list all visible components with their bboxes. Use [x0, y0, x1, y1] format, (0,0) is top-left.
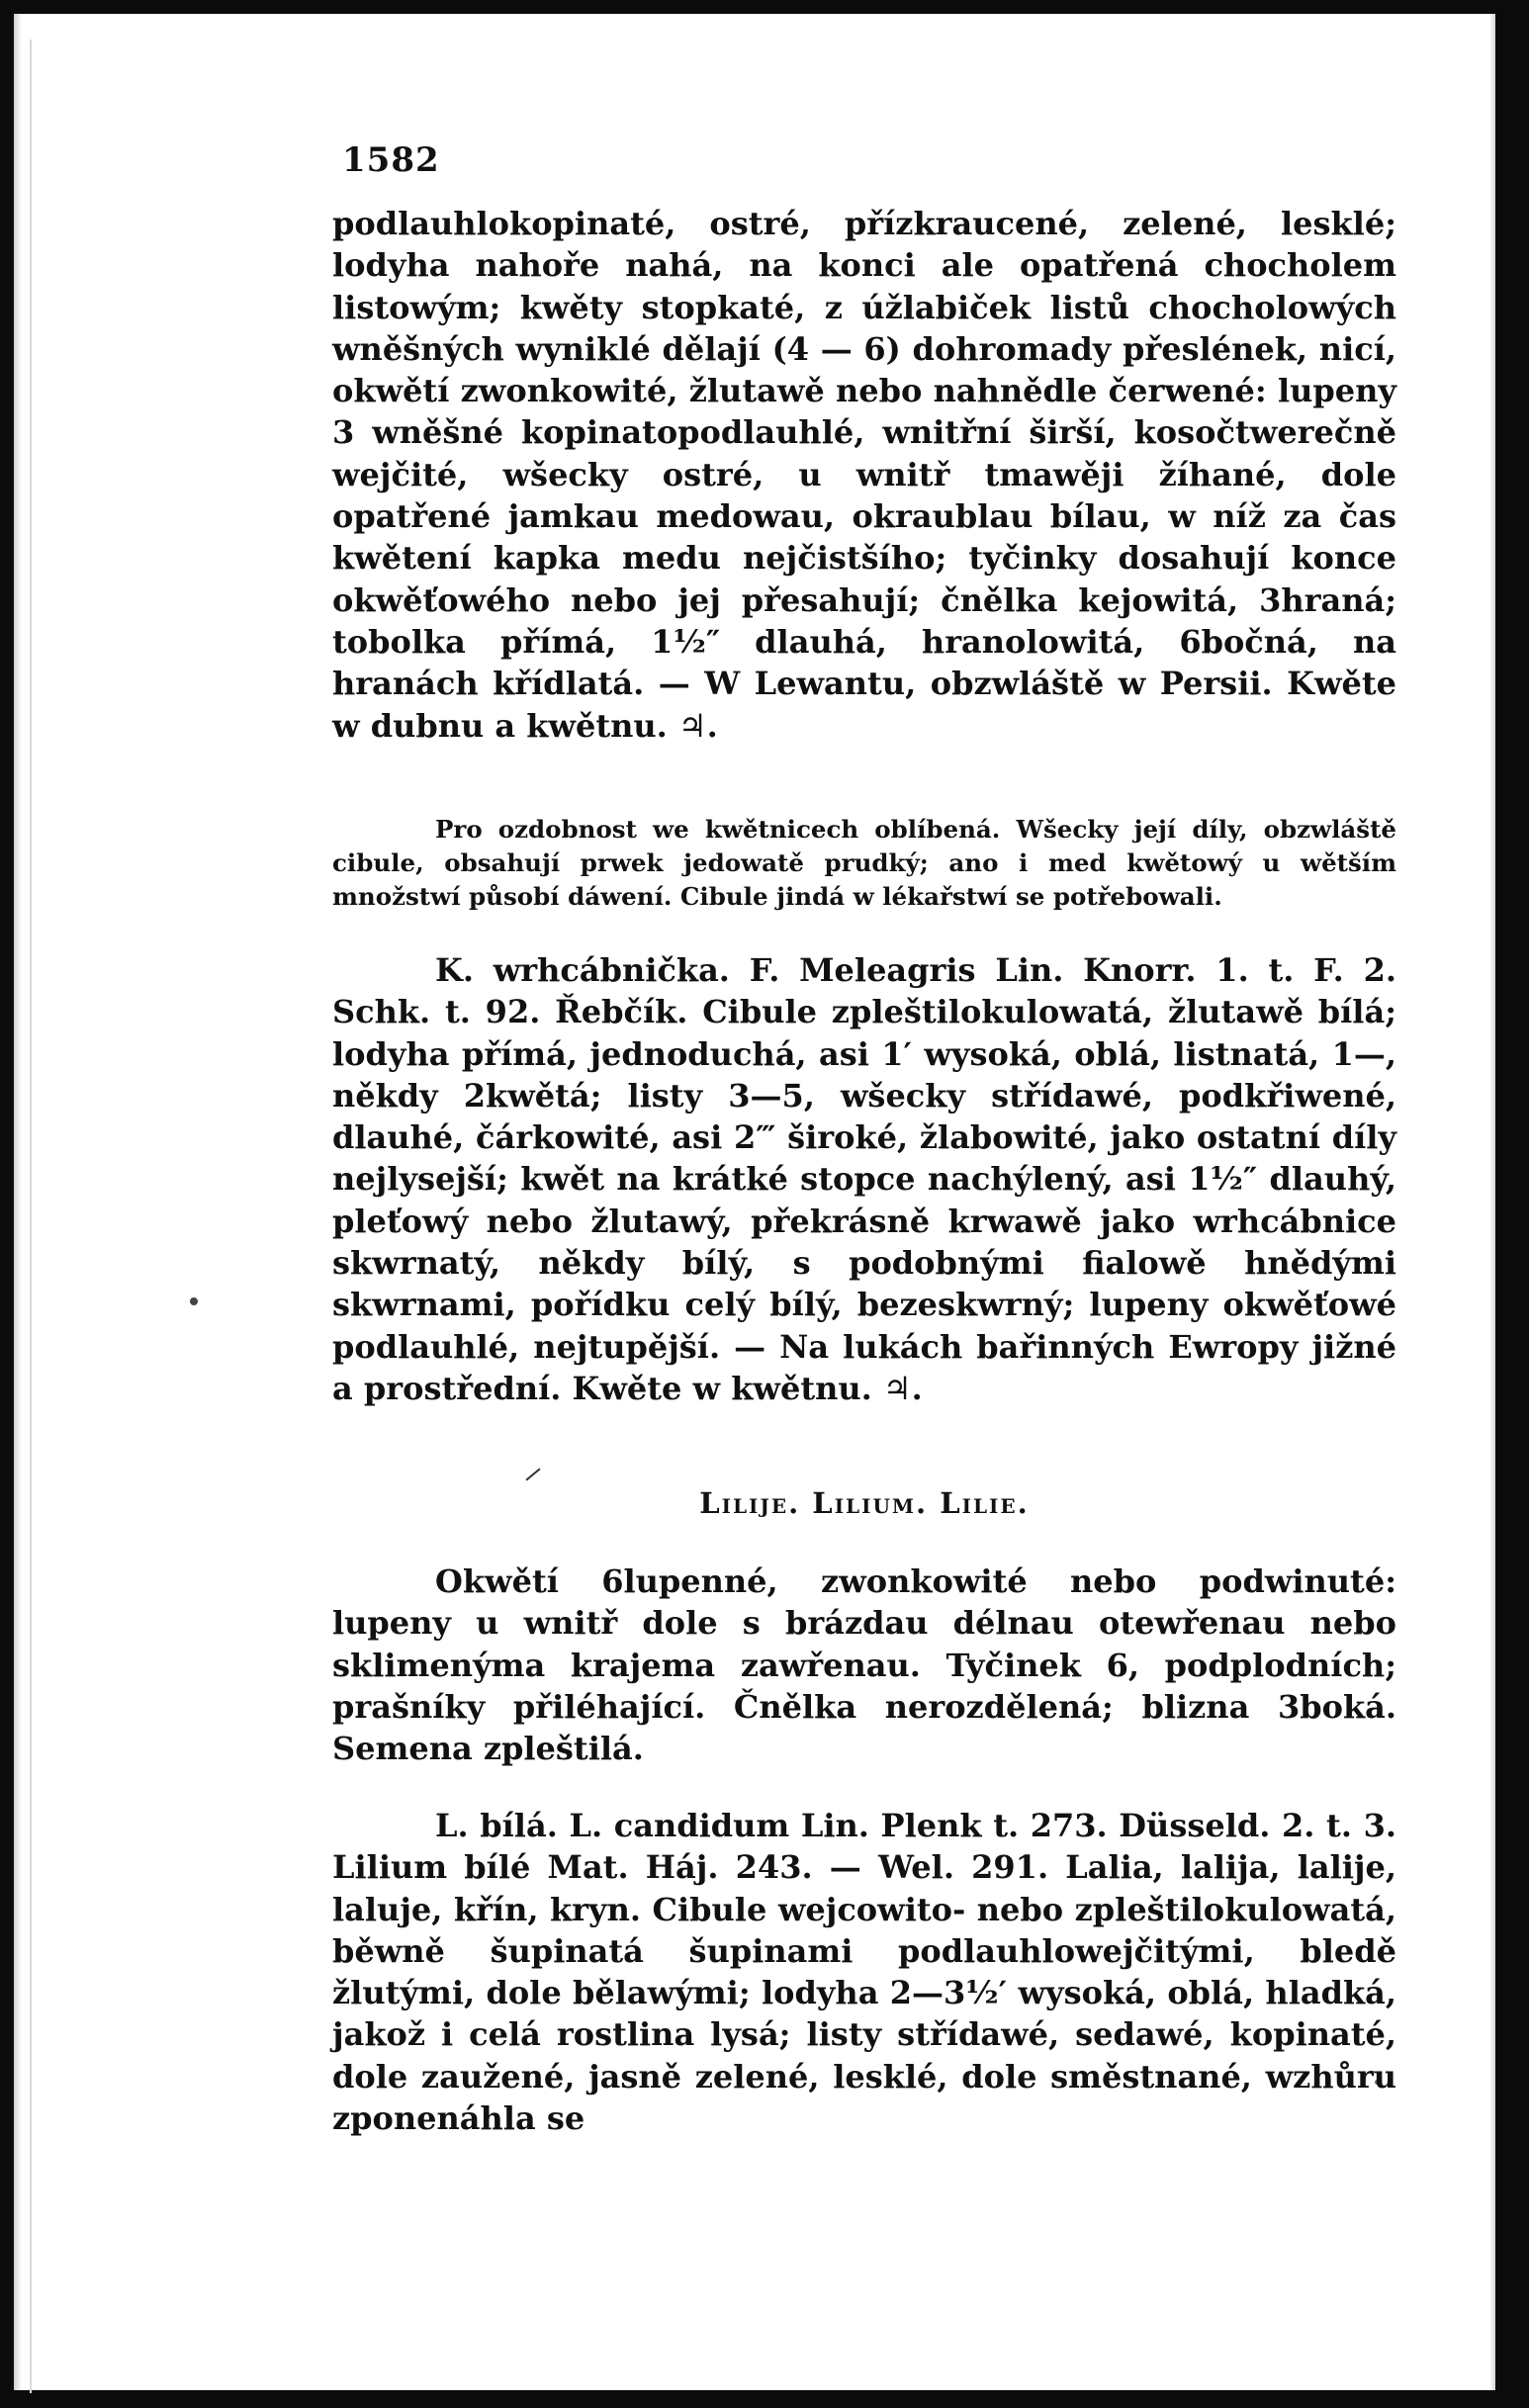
scan-border-left — [0, 0, 14, 2408]
species-text: K. wrhcábnička. F. Meleagris Lin. Knorr. 1. t. F. 2. Schk. t. 92. Řebčík. Cibule zpleštilokulowatá, žlutawě bílá; lodyha přímá, jednoduchá, asi 1′ wysoká, oblá, listnatá, 1—, někdy 2kwětá; listy 3—5, wšecky střídawé, podkřiwené, dlauhé, čárkowité, asi 2‴ široké, žlabowité, jako ostatní díly nejlysejší; kwět na krátké stopce nachýlený, asi 1½″ dlauhý, pleťowý nebo žlutawý, překrásně krwawě jako wrhcábnice skwrnatý, někdy bílý, s podobnými fialowě hnědými skwrnami, pořídku celý bílý, bezeskwrný; lupeny okwěťowé podlauhlé, nejtupější. — Na lukách bařinných Ewropy jižné a prostřední. Kwěte w kwětnu. ♃. — [332, 951, 1396, 1407]
genus-description — [332, 1561, 1396, 1769]
genus-description-text: Okwětí 6lupenné, zwonkowité nebo podwinuté: lupeny u wnitř dole s brázdau délnau otewřenau nebo sklimenýma krajema zawřenau. Tyčinek 6, podplodních; prašníky přiléhající. Čnělka nerozdělená; blizna 3boká. Semena zpleštilá. — [332, 1562, 1396, 1768]
scan-border-bottom — [0, 2390, 1529, 2408]
section-heading: Lilije. Lilium. Lilie. — [699, 1486, 1030, 1520]
scan-border-right — [1495, 0, 1529, 2408]
species-text: L. bílá. L. candidum Lin. Plenk t. 273. Düsseld. 2. t. 3. Lilium bílé Mat. Háj. 243. — Wel. 291. Lalia, lalija, lalije, laluje, křín, kryn. Cibule wejcowito- nebo zpleštilokulowatá, běwně šupinatá šupinami podlauhlowejčitými, bledě žlutými, dole bělawými; lodyha 2—3½′ wysoká, oblá, hladká, jakož i celá rostlina lysá; listy střídawé, sedawé, kopinaté, dole zaužené, jasně zelené, lesklé, dole směstnané, wzhůru zponenáhla se — [332, 1807, 1396, 2138]
page-number: 1582 — [342, 140, 440, 180]
species-entry-candidum — [332, 1773, 1396, 2171]
main-paragraph: podlauhlokopinaté, ostré, přízkraucené, zelené, lesklé; lodyha nahoře nahá, na konci ale opatřená chocholem listowým; kwěty stopkaté, z úžlabiček listů chocholowých wněšných wyniklé dělají (4 — 6) dohromady přeslének, nicí, okwětí zwonkowité, žlutawě nebo nahnědle čerwené: lupeny 3 wněšné kopinatopodlauhlé, wnitřní širší, kosočtwerečně wejčité, wšecky ostré, u wnitř tmawěji žíhané, dole opatřené jamkau medowau, okraublau bílau, w níž za čas kwětení kapka medu nejčistšího; tyčinky dosahují konce okwěťowého nebo jej přesahují; čnělka kejowitá, 3hraná; tobolka přímá, 1½″ dlauhá, hranolowitá, 6bočná, na hranách křídlatá. — W Lewantu, obzwláště w Persii. Kwěte w dubnu a kwětnu. ♃. — [332, 205, 1396, 745]
note-paragraph: Pro ozdobnost we kwětnicech oblíbená. Wšecky její díly, obzwláště cibule, obsahují prwek jedowatě prudký; ano i med kwětowý u wětším množstwí působí dáwení. Cibule jindá w lékařstwí se potřebowali. — [332, 815, 1396, 911]
ink-spot — [190, 1297, 198, 1305]
page-edge-shadow-left — [14, 14, 22, 2390]
gutter-line — [30, 40, 32, 2393]
species-entry-meleagris — [332, 949, 1396, 1409]
page-edge-shadow-right — [1489, 14, 1495, 2390]
stray-pen-mark — [525, 1468, 540, 1480]
scan-border-top — [0, 0, 1529, 14]
